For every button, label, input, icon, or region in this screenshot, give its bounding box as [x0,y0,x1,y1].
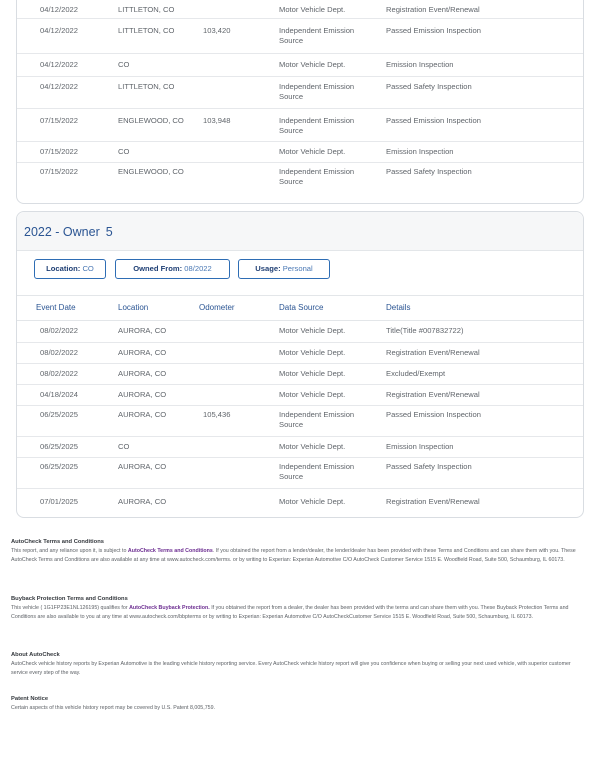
terms-text-post: . If you obtained the report from a lender/dealer, the lender/dealer has been provided with these Terms and Conditions and can share them with you. These AutoCheck Terms and Conditions are also available at any time at www.autocheck.com/terms. or by writing to Experian: Experian Automotive C/O AutoCheck Customer Service 1515 E. Woodfield Road, Suite 500, Schaumburg, IL 60173. [11,548,576,563]
about-heading: About AutoCheck [11,652,60,658]
event-source: Motor Vehicle Dept. [279,326,346,335]
header-data-source: Data Source [279,303,324,312]
event-location: CO [118,60,130,69]
event-location: AURORA, CO [118,348,167,357]
event-details: Registration Event/Renewal [386,348,480,357]
event-location: LITTLETON, CO [118,26,175,35]
event-date: 04/12/2022 [40,82,79,91]
event-source: Independent Emission Source [279,410,355,429]
header-event-date: Event Date [36,303,76,312]
event-details: Passed Safety Inspection [386,462,472,471]
event-location: CO [118,147,130,156]
event-date: 08/02/2022 [40,326,79,335]
owner-number: 5 [105,225,113,239]
buyback-text-pre: This vehicle ( 1G1FP23E1NL126195) qualifies for [11,605,130,611]
event-details: Emission Inspection [386,442,454,451]
event-source: Independent Emission Source [279,116,355,135]
table-row [17,77,583,109]
event-source: Motor Vehicle Dept. [279,497,346,506]
event-source: Independent Emission Source [279,462,355,481]
usage-chip-value: Personal [282,264,313,273]
event-date: 04/12/2022 [40,60,79,69]
buyback-text-post: If you obtained the report from a dealer, the dealer has been provided with the terms and can share them with you. These Buyback Protection Terms and Conditions are also available to you at any time at www.autocheck.com/bbpterms or by writing to Experian: Experian Automotive C/O AutoCheckCustomer Service 1515 E. Woodfield Road, Suite 500, Schaumburg, IL 60173. [11,605,569,620]
event-location: LITTLETON, CO [118,82,175,91]
location-chip [34,259,106,279]
table-row [17,385,583,406]
event-details: Excluded/Exempt [386,369,446,378]
event-date: 07/15/2022 [40,147,79,156]
event-details: Registration Event/Renewal [386,5,480,14]
event-source: Independent Emission Source [279,82,355,101]
buyback-heading: Buyback Protection Terms and Conditions [11,596,128,602]
table-row [17,1,583,19]
table-row [17,320,583,343]
about-text: AutoCheck vehicle history reports by Experian Automotive is the leading vehicle history reporting service. Every AutoCheck vehicle history report will give you confidence when buying or selling your next used vehicle, with superior customer service every step of the way. [11,661,571,676]
event-source: Motor Vehicle Dept. [279,147,346,156]
previous-owner-card [16,0,584,204]
event-source: Independent Emission Source [279,26,355,45]
table-row [17,19,583,54]
usage-chip-label: Usage: [255,264,281,273]
event-location: AURORA, CO [118,369,167,378]
table-row [17,142,583,163]
table-row [17,437,583,458]
event-source: Motor Vehicle Dept. [279,348,346,357]
event-location: AURORA, CO [118,410,167,419]
owner-card [16,211,584,518]
event-date: 07/15/2022 [40,167,79,176]
table-row [17,406,583,437]
event-odometer: 103,420 [203,26,231,35]
table-row [17,364,583,385]
terms-text-pre: This report, and any reliance upon it, is subject to [11,548,128,554]
event-date: 08/02/2022 [40,348,79,357]
location-chip-label: Location: [46,264,81,273]
table-row [17,109,583,142]
event-details: Registration Event/Renewal [386,497,480,506]
owner-title [24,225,113,239]
event-date: 06/25/2025 [40,410,79,419]
terms-link[interactable]: AutoCheck Terms and Conditions [127,548,213,554]
event-source: Motor Vehicle Dept. [279,369,346,378]
patent-section [11,695,586,713]
patent-text: Certain aspects of this vehicle history report may be covered by U.S. Patent 8,005,759. [11,705,216,711]
location-chip-value: CO [82,264,94,273]
patent-heading: Patent Notice [11,696,49,702]
event-details: Emission Inspection [386,147,454,156]
event-details: Passed Emission Inspection [386,26,481,35]
event-date: 07/15/2022 [40,116,79,125]
event-source: Motor Vehicle Dept. [279,60,346,69]
terms-text [11,547,586,564]
owned-from-chip-label: Owned From: [133,264,183,273]
table-row [17,54,583,77]
header-details: Details [386,303,411,312]
event-odometer: 103,948 [203,116,231,125]
event-date: 06/25/2025 [40,442,79,451]
event-details: Title(Title #007832722) [386,326,464,335]
event-details: Passed Safety Inspection [386,167,472,176]
table-row [17,343,583,364]
about-section [11,651,586,677]
event-source: Motor Vehicle Dept. [279,390,346,399]
event-details: Passed Safety Inspection [386,82,472,91]
buyback-link[interactable]: AutoCheck Buyback Protection. [129,605,210,611]
event-details: Registration Event/Renewal [386,390,480,399]
owner-header [17,212,583,251]
event-location: AURORA, CO [118,326,167,335]
header-location: Location [118,303,149,312]
table-header [17,295,583,321]
buyback-section [11,595,586,621]
event-location: AURORA, CO [118,390,167,399]
event-date: 06/25/2025 [40,462,79,471]
event-details: Passed Emission Inspection [386,116,481,125]
owned-from-chip [115,259,230,279]
table-row [17,489,583,517]
header-odometer: Odometer [199,303,235,312]
event-location: LITTLETON, CO [118,5,175,14]
usage-chip [238,259,330,279]
buyback-text [11,604,586,621]
event-date: 08/02/2022 [40,369,79,378]
event-source: Motor Vehicle Dept. [279,5,346,14]
terms-heading: AutoCheck Terms and Conditions [11,539,104,545]
event-location: ENGLEWOOD, CO [118,116,184,125]
event-date: 07/01/2025 [40,497,79,506]
owner-title-text: 2022 - Owner [24,225,100,239]
table-row [17,163,583,199]
owned-from-chip-value: 08/2022 [184,264,212,273]
terms-section [11,538,586,564]
event-date: 04/12/2022 [40,5,79,14]
event-location: CO [118,442,130,451]
event-details: Passed Emission Inspection [386,410,481,419]
event-source: Independent Emission Source [279,167,355,186]
event-location: AURORA, CO [118,462,167,471]
event-date: 04/12/2022 [40,26,79,35]
event-odometer: 105,436 [203,410,231,419]
event-location: AURORA, CO [118,497,167,506]
event-source: Motor Vehicle Dept. [279,442,346,451]
table-row [17,458,583,489]
event-details: Emission Inspection [386,60,454,69]
event-date: 04/18/2024 [40,390,79,399]
event-location: ENGLEWOOD, CO [118,167,184,176]
